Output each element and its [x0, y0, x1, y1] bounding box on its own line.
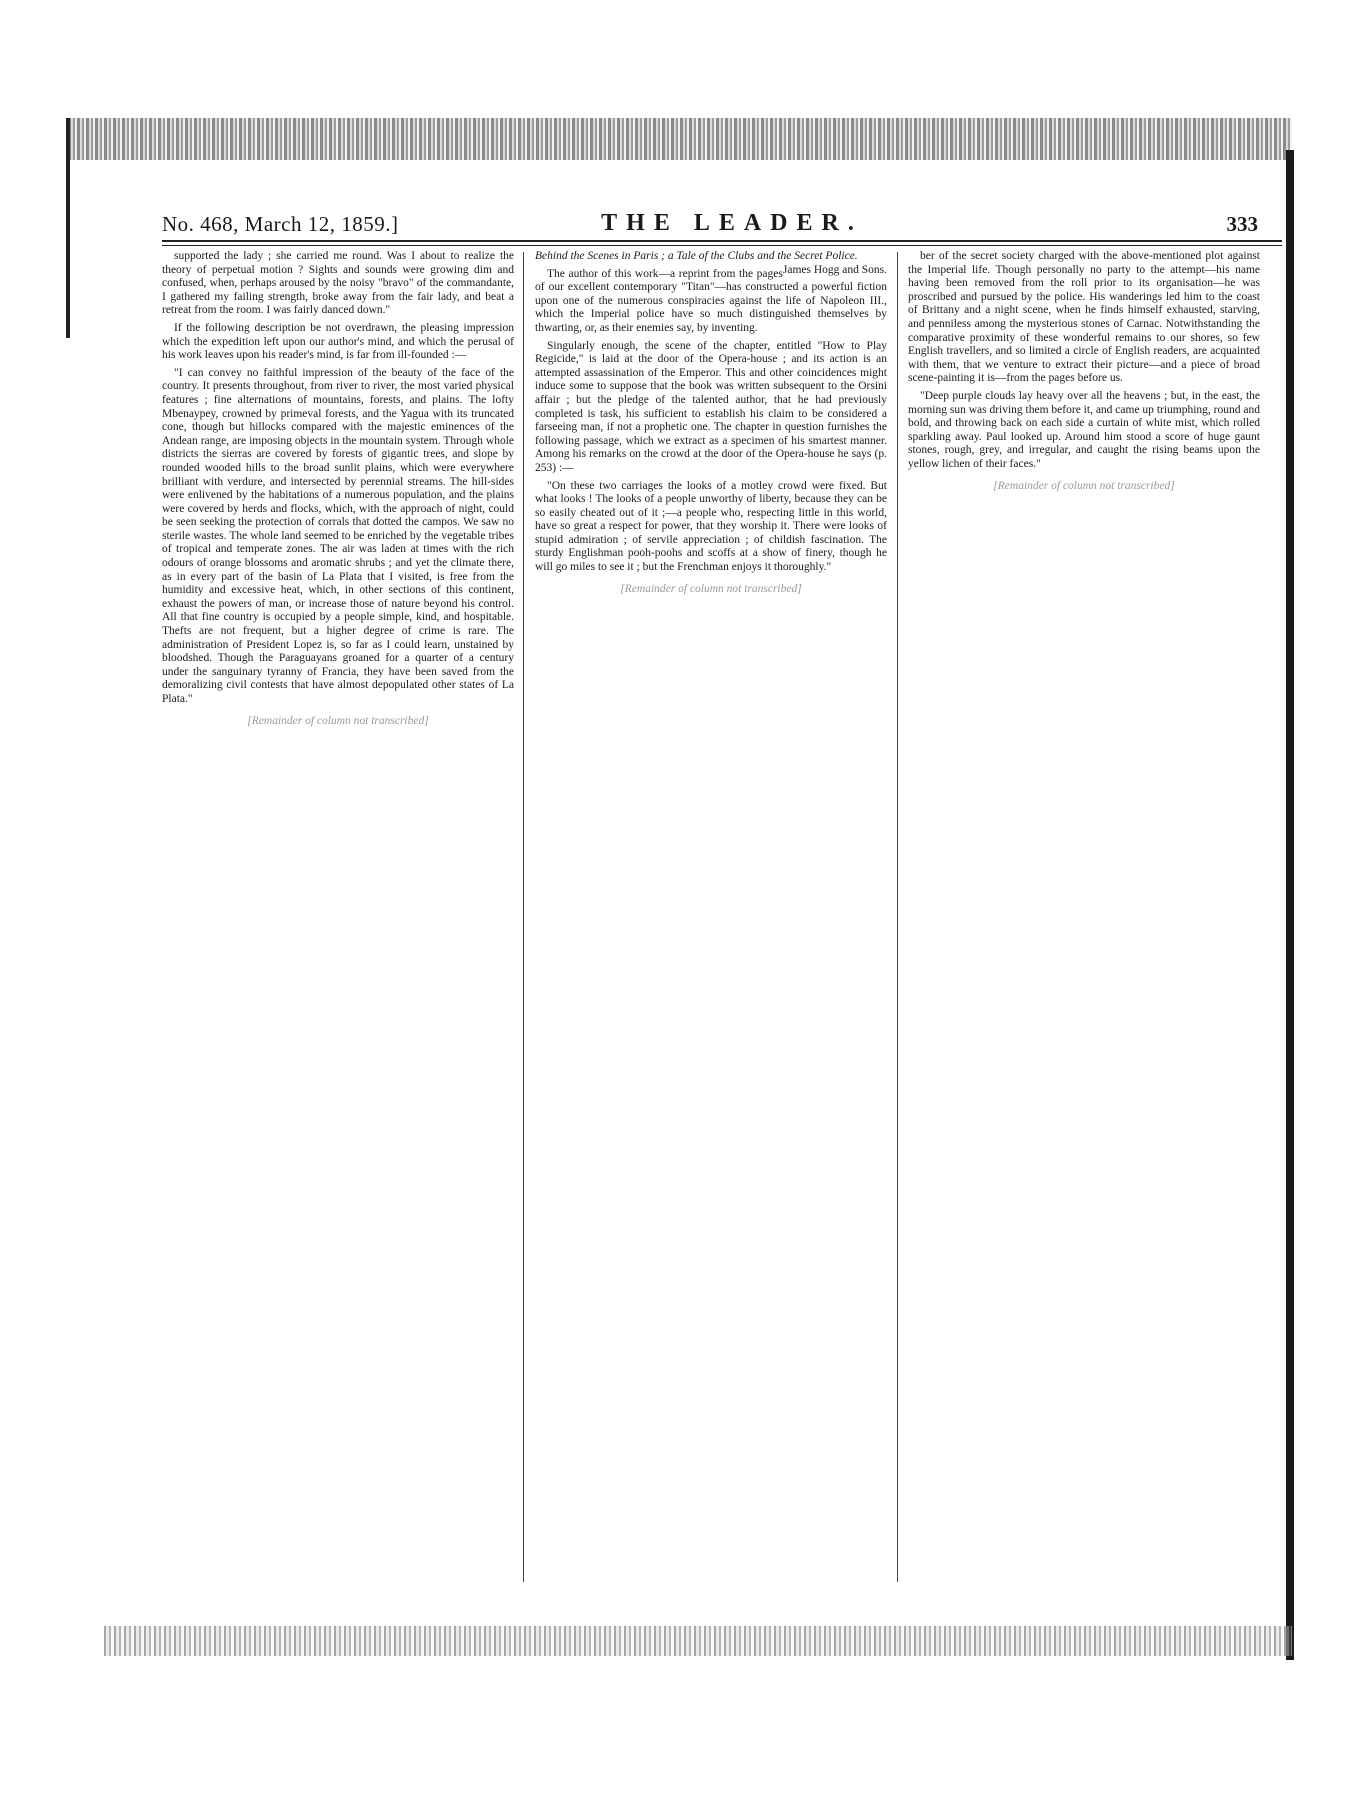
review-publisher: James Hogg and Sons. [782, 263, 887, 276]
col2-omitted-note: [Remainder of column not transcribed] [620, 582, 802, 595]
newspaper-page [162, 210, 1282, 1590]
col1-omitted-note: [Remainder of column not transcribed] [247, 714, 429, 727]
page-number: 333 [1226, 212, 1258, 236]
col3-quote: "Deep purple clouds lay heavy over all the heavens ; but, in the east, the morning sun was driving them before it, and came up triumphing, round and bold, and throwing back on each side a curtain of white mist, which rolled sparkling away. Paul looked up. Around him stood a score of huge gaunt stones, rough, grey, and irregular, and caught the rising beams upon the yellow lichen of their faces." [908, 389, 1260, 470]
scan-artifact-bottom [104, 1626, 1292, 1656]
column-3 [908, 250, 1260, 1590]
page-header [162, 210, 1282, 238]
scan-artifact-top [68, 118, 1292, 160]
column-divider [897, 252, 898, 1582]
issue-line: No. 468, March 12, 1859.] [162, 212, 399, 236]
column-divider [523, 252, 524, 1582]
col1-paragraph: supported the lady ; she carried me round. Was I about to realize the theory of perpetual motion ? Sights and sounds were growing dim and confused, when, perhaps aroused by the noisy "bravo" of the commandante, I gathered my failing strength, broke away from the fair lady, and beat a retreat from the room. I was fairly danced down." [162, 250, 514, 317]
col2-quote: "On these two carriages the looks of a motley crowd were fixed. But what looks ! The looks of a people unworthy of liberty, because they can be so easily cheated out of it ;—a people who, respecting little in this world, have so great a respect for power, that they worship it. There were looks of stupid admiration ; of servile appreciation ; of childish fascination. The sturdy Englishman pooh-poohs and scoffs at a show of finery, though he will go miles to see it ; but the Frenchman enjoys it thoroughly." [535, 479, 887, 574]
col3-omitted-note: [Remainder of column not transcribed] [993, 479, 1175, 492]
col3-paragraph: ber of the secret society charged with the above-mentioned plot against the Imperial life. Though personally no party to the attempt—his name having been removed from the roll prior to its organisation—he was proscribed and pursued by the police. His wanderings led him to the coast of Brittany and a night scene, when he finds himself exhausted, starving, and penniless among the mysterious stones of Carnac. Notwithstanding the comparative proximity of these wonderful remains to our shores, so few English travellers, and so limited a circle of English readers, are acquainted with them, that we venture to extract their picture—and a piece of broad scene-painting it is—from the pages before us. [908, 250, 1260, 385]
scan-edge-left [66, 118, 70, 338]
review-title: Behind the Scenes in Paris ; a Tale of the Clubs and the Secret Police. [535, 250, 858, 262]
col2-paragraph: The author of this work—a reprint from the pages of our excellent contemporary "Titan"—has constructed a powerful fiction upon one of the numerous conspiracies against the life of Napoleon III., which the Imperial police have so much distinguished themselves by thwarting, or, as their enemies say, by inventing. [535, 267, 887, 334]
col2-paragraph: Singularly enough, the scene of the chapter, entitled "How to Play Regicide," is laid at the door of the Opera-house ; and its action is an attempted assassination of the Emperor. This and other coincidences might induce some to suppose that the book was written subsequent to the Orsini affair ; but the pledge of the talented author, that he had previously completed is task, his sufficient to establish his claim to be considered a farseeing man, if not a prophetic one. The chapter in question furnishes the following passage, which we extract as a specimen of his smartest manner. Among his remarks on the crowd at the door of the Opera-house he says (p. 253) :— [535, 339, 887, 474]
col1-quote: "I can convey no faithful impression of the beauty of the face of the country. It presents throughout, from river to river, the most varied physical features ; fine alternations of mountains, forests, and plains. The lofty Mbenaypey, crowned by primeval forests, and the Yagua with its truncated cone, though but hillocks compared with the majestic eminences of the Andean range, are imposing objects in the mountain system. Through whole districts the sierras are covered by forests of gigantic trees, and slope by rounded wooded hills to the broad sunlit plains, which were everywhere brilliant with verdure, and intersected by perennial streams. The hill-sides were enlivened by the habitations of a numerous population, and the plains were covered by herds and flocks, which, with the approach of night, could be seen seeking the protection of corrals that dotted the campos. We saw no sterile wastes. The whole land seemed to be enriched by the vegetable tribes of tropical and temperate zones. The air was laden at times with the rich odours of orange blossoms and aromatic shrubs ; and yet the climate there, as in every part of the basin of La Plata that I visited, is free from the humidity and excessive heat, which, in other sections of this continent, exhaust the powers of man, or increase those of nature beyond his control. All that fine country is occupied by a people simple, kind, and hospitable. Thefts are not frequent, but a higher degree of crime is rare. The administration of President Lopez is, so far as I could learn, unstained by bloodshed. Though the Paraguayans groaned for a quarter of a century under the sanguinary tyranny of Francia, they have been saved from the demoralizing civil contests that have almost depopulated other states of La Plata." [162, 366, 514, 705]
column-1 [162, 250, 514, 1590]
scan-edge-right [1286, 150, 1294, 1660]
review-heading [535, 250, 887, 276]
header-rule [162, 240, 1282, 246]
col1-paragraph: If the following description be not overdrawn, the pleasing impression which the expedition left upon our author's mind, and which the perusal of his work leaves upon his reader's mind, is far from ill-founded :— [162, 321, 514, 362]
masthead: THE LEADER. [601, 210, 863, 236]
column-2 [535, 250, 887, 1590]
